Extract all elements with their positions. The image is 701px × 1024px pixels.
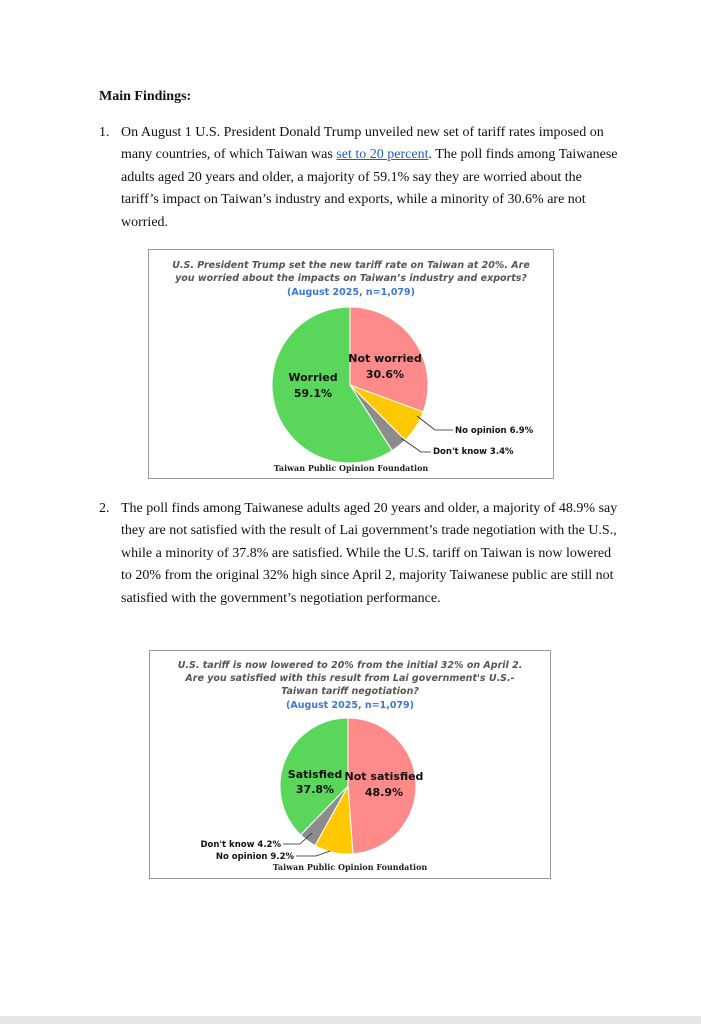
chart-1-title-line-2: you worried about the impacts on Taiwan’s industry and exports?	[175, 273, 527, 284]
chart-2-title-line-3: Taiwan tariff negotiation?	[281, 686, 419, 697]
chart-2-label-no-opinion: No opinion 9.2%	[215, 852, 294, 862]
finding-1-text	[121, 122, 619, 234]
finding-1-text-after: . The poll finds among Taiwanese adults aged 20 years and older, a majority of 59.1% say they are worried about the tariff’s impact on Taiwan’s industry and exports, while a minority of 30.6% are not worried.	[121, 147, 618, 230]
chart-1-label-not-worried: Not worried	[348, 352, 422, 365]
page-bottom-edge	[0, 1016, 701, 1024]
chart-1-svg	[149, 250, 553, 478]
finding-2-text: The poll finds among Taiwanese adults aged 20 years and older, a majority of 48.9% say they are not satisfied with the result of Lai government’s trade negotiation with the U.S., while a minority of 37.8% are satisfied. While the U.S. tariff on Taiwan is now lowered to 20% from the original 32% high since April 2, majority Taiwanese public are still not satisfied with the government’s negotiation performance.	[121, 501, 618, 606]
chart-1-subtitle: (August 2025, n=1,079)	[287, 287, 415, 298]
chart-1-label-worried-value: 59.1%	[293, 387, 333, 400]
chart-2-label-satisfied: Satisfied	[287, 768, 343, 781]
chart-1-leader-no-opinion	[417, 416, 453, 430]
chart-2-label-dont-know: Don't know 4.2%	[200, 840, 281, 850]
chart-1-source: Taiwan Public Opinion Foundation	[273, 463, 429, 473]
chart-2-label-not-satisfied: Not satisfied	[344, 770, 424, 783]
chart-1-pie	[272, 307, 428, 463]
finding-2	[99, 498, 619, 610]
chart-1-label-no-opinion: No opinion 6.9%	[455, 426, 534, 436]
chart-1-label-dont-know: Don't know 3.4%	[433, 447, 514, 457]
chart-1-worried-tariff	[148, 249, 554, 479]
chart-1-title-line-1: U.S. President Trump set the new tariff rate on Taiwan at 20%. Are	[172, 260, 530, 271]
finding-2-number: 2.	[99, 501, 110, 516]
chart-2-satisfied-negotiation	[149, 650, 551, 879]
chart-2-leader-no-opinion	[296, 851, 330, 856]
chart-2-title-line-2: Are you satisfied with this result from Lai government's U.S.-	[185, 673, 515, 684]
chart-2-label-not-satisfied-value: 48.9%	[364, 786, 404, 799]
chart-1-label-worried: Worried	[288, 371, 338, 384]
finding-1	[99, 122, 619, 234]
chart-2-label-satisfied-value: 37.8%	[295, 783, 335, 796]
chart-2-svg	[150, 651, 550, 878]
main-findings-heading: Main Findings:	[99, 89, 192, 104]
finding-1-number: 1.	[99, 125, 110, 140]
chart-2-subtitle: (August 2025, n=1,079)	[286, 700, 414, 711]
finding-1-text-before: On August 1 U.S. President Donald Trump unveiled new set of tariff rates imposed on many countries, of which Taiwan was	[121, 125, 604, 163]
chart-2-title-line-1: U.S. tariff is now lowered to 20% from the initial 32% on April 2.	[177, 660, 523, 671]
chart-2-source: Taiwan Public Opinion Foundation	[272, 862, 428, 872]
tariff-rate-link[interactable]: set to 20 percent	[336, 147, 429, 163]
chart-1-label-not-worried-value: 30.6%	[365, 368, 405, 381]
